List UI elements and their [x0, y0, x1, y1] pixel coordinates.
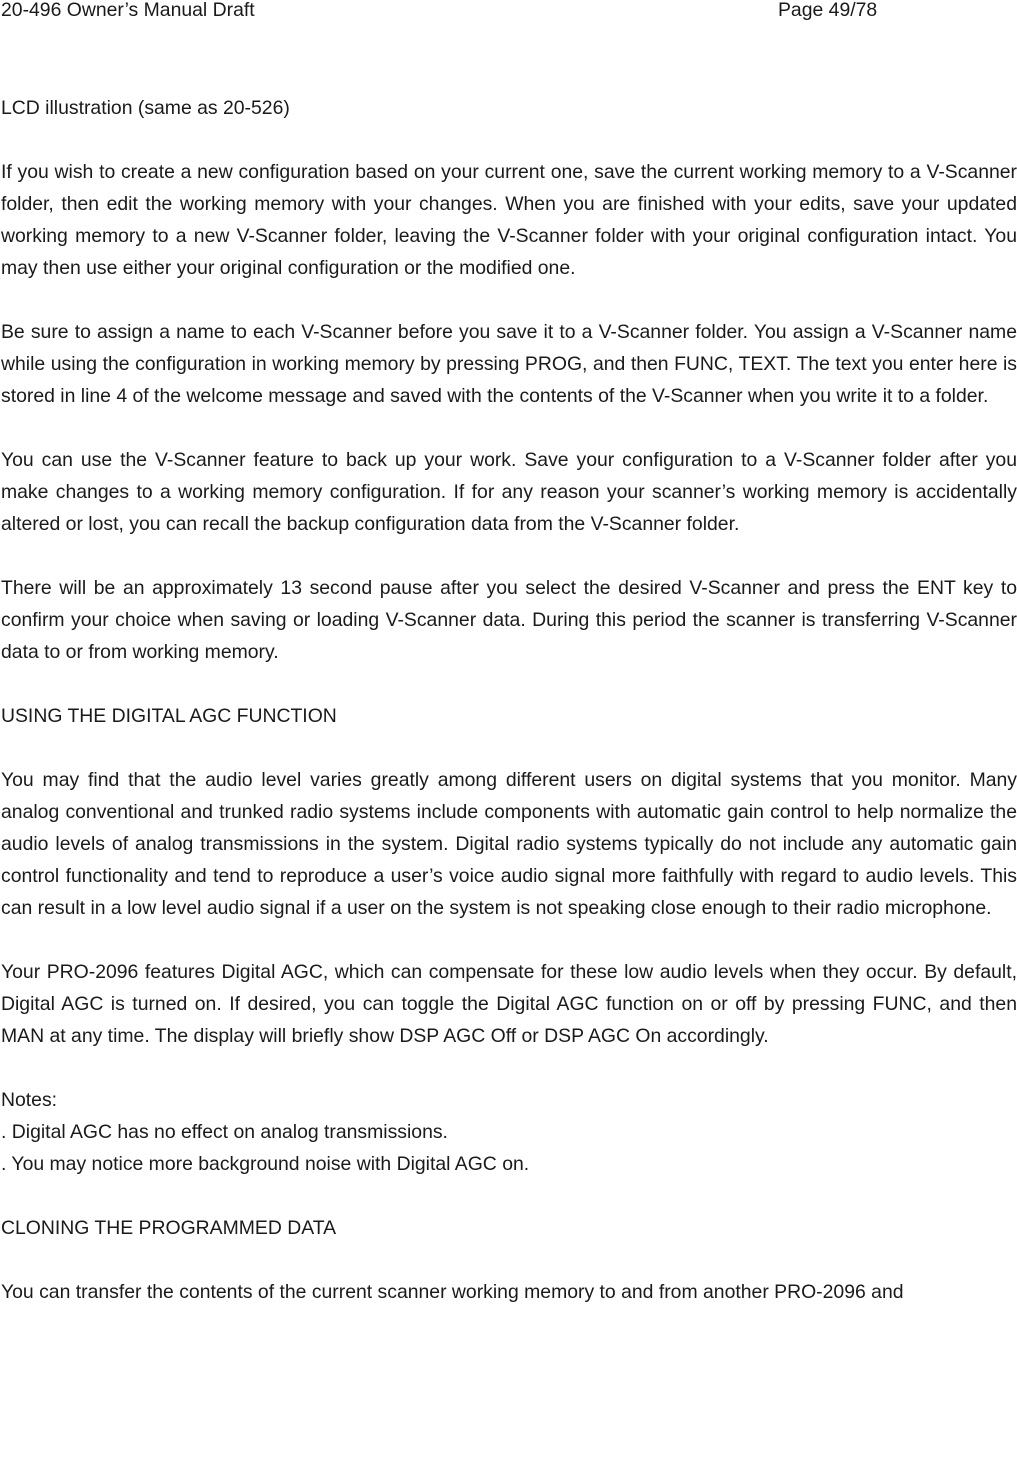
section-heading-digital-agc: USING THE DIGITAL AGC FUNCTION — [1, 705, 337, 727]
paragraph-assign-name: Be sure to assign a name to each V-Scanner before you save it to a V-Scanner folder. You assign a V-Scanner name while using the configuration in working memory by pressing PROG, and then FUNC, TEXT. The text you enter here is stored in line 4 of the welcome message and saved with the contents of the V-Scanner when you write it to a folder. — [1, 321, 1017, 407]
lcd-illustration-caption: LCD illustration (same as 20-526) — [1, 97, 290, 119]
paragraph-new-configuration: If you wish to create a new configuration based on your current one, save the current working memory to a V-Scanner folder, then edit the working memory with your changes. When you are finished with your edits, save your updated working memory to a new V-Scanner folder, leaving the V-Scanner folder with your original configuration intact. You may then use either your original configuration or the modified one. — [1, 161, 1017, 279]
page-header — [0, 0, 1017, 24]
document-body — [1, 92, 1017, 1308]
paragraph-digital-agc-feature: Your PRO-2096 features Digital AGC, which can compensate for these low audio levels when they occur. By default, Digital AGC is turned on. If desired, you can toggle the Digital AGC function on or off by pressing FUNC, and then MAN at any time. The display will briefly show DSP AGC Off or DSP AGC On accordingly. — [1, 961, 1017, 1047]
note-item: . You may notice more background noise with Digital AGC on. — [1, 1153, 530, 1175]
note-item: . Digital AGC has no effect on analog transmissions. — [1, 1121, 448, 1143]
paragraph-backup: You can use the V-Scanner feature to back up your work. Save your configuration to a V-Scanner folder after you make changes to a working memory configuration. If for any reason your scanner’s working memory is accidentally altered or lost, you can recall the backup configuration data from the V-Scanner folder. — [1, 449, 1017, 535]
paragraph-pause: There will be an approximately 13 second pause after you select the desired V-Scanner and press the ENT key to confirm your choice when saving or loading V-Scanner data. During this period the scanner is transferring V-Scanner data to or from working memory. — [1, 577, 1017, 663]
paragraph-audio-level: You may find that the audio level varies greatly among different users on digital systems that you monitor. Many analog conventional and trunked radio systems include components with automatic gain control to help normalize the audio levels of analog transmissions in the system. Digital radio systems typically do not include any automatic gain control functionality and tend to reproduce a user’s voice audio signal more faithfully with regard to audio levels. This can result in a low level audio signal if a user on the system is not speaking close enough to their radio microphone. — [1, 769, 1017, 919]
page-number: Page 49/78 — [778, 0, 878, 21]
paragraph-cloning-intro: You can transfer the contents of the current scanner working memory to and from another PRO-2096 and — [1, 1281, 904, 1303]
notes-label: Notes: — [1, 1089, 58, 1111]
section-heading-cloning: CLONING THE PROGRAMMED DATA — [1, 1217, 337, 1239]
document-title: 20-496 Owner’s Manual Draft — [1, 0, 255, 21]
